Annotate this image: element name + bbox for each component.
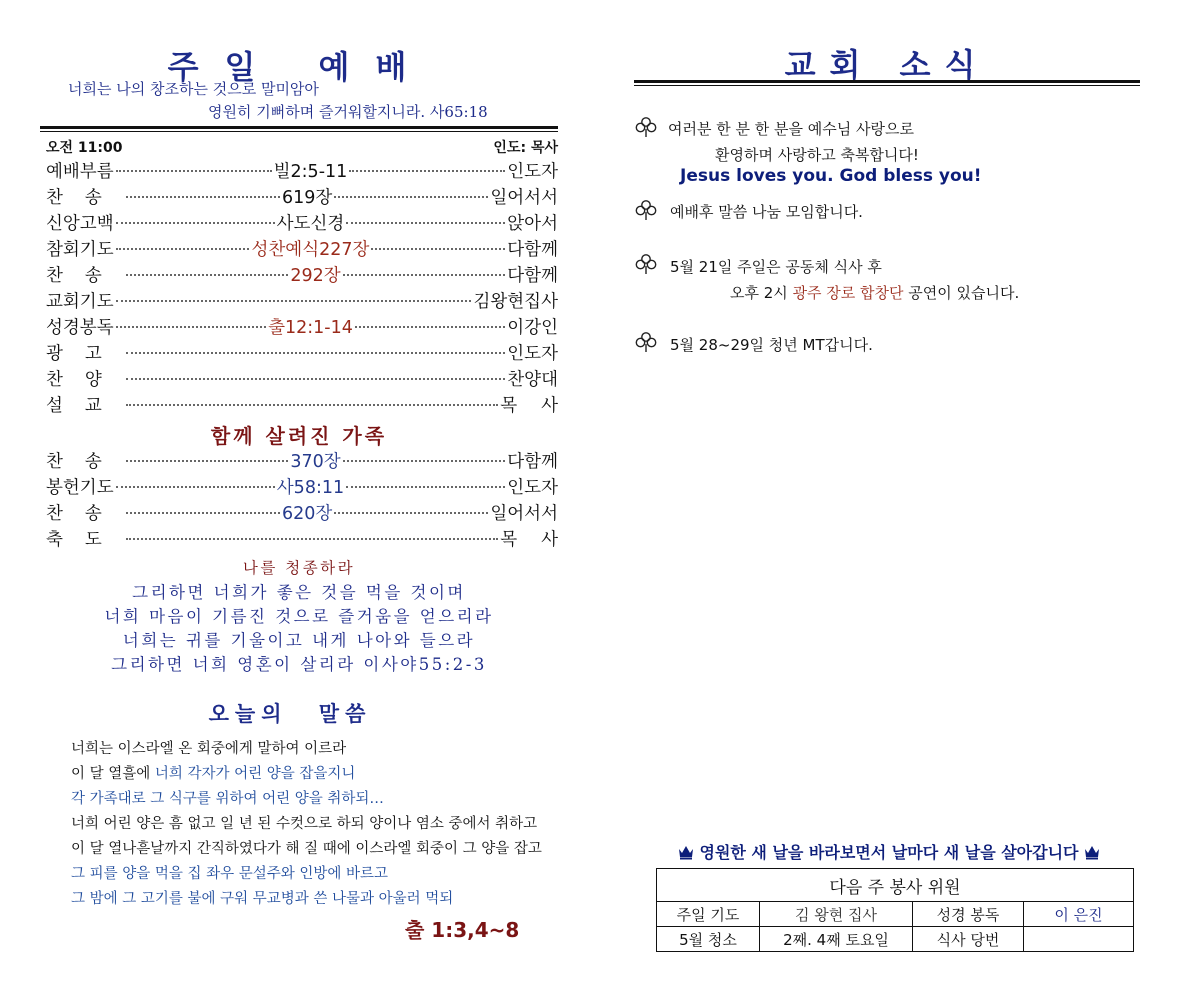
order-label: 광고 xyxy=(46,344,124,364)
news-rule-thick xyxy=(634,80,1140,83)
order-performer: 목사 xyxy=(500,396,582,416)
duty-caption: 다음 주 봉사 위원 xyxy=(657,869,1134,902)
order-row xyxy=(46,288,558,314)
table-cell: 5월 청소 xyxy=(657,927,760,952)
dot-leader xyxy=(126,273,289,276)
table-cell xyxy=(1024,927,1134,952)
scripture-highlight: 그 피를 양을 먹을 집 좌우 문설주와 인방에 바르고 xyxy=(71,866,389,882)
dot-leader xyxy=(116,325,266,328)
news-item-1-english: Jesus loves you. God bless you! xyxy=(680,166,982,186)
dot-leader xyxy=(126,403,498,406)
dot-leader xyxy=(126,195,280,198)
banner xyxy=(664,840,1114,863)
scripture-highlight: 그 밤에 그 고기를 불에 구워 무교병과 쓴 나물과 아울러 먹되 xyxy=(71,891,454,907)
dot-leader xyxy=(116,247,250,250)
service-time: 오전 11:00 xyxy=(46,140,123,156)
table-cell: 주일 기도 xyxy=(657,902,760,927)
family-heading: 함께 살려진 가족 xyxy=(210,424,388,448)
order-performer: 인도자 xyxy=(507,162,558,182)
dot-leader xyxy=(346,485,505,488)
dot-leader xyxy=(126,459,289,462)
order-row xyxy=(46,236,558,262)
order-reference: 620장 xyxy=(281,504,333,524)
news-item-3-line-2 xyxy=(730,282,1019,303)
crown-icon xyxy=(678,844,694,860)
dot-leader xyxy=(371,247,505,250)
news-rule-thin xyxy=(634,85,1140,86)
news-item-4: 5월 28~29일 청년 MT갑니다. xyxy=(670,336,873,354)
scripture-text: 너희 어린 양은 흠 없고 일 년 된 수컷으로 하되 양이나 염소 중에서 취하고 xyxy=(71,816,538,832)
table-cell: 이 은진 xyxy=(1024,902,1134,927)
dot-leader xyxy=(355,325,505,328)
dot-leader xyxy=(126,511,280,514)
scripture-line xyxy=(71,737,346,758)
news-highlight: 광주 장로 합창단 xyxy=(792,284,904,302)
table-row xyxy=(657,902,1134,927)
dot-leader xyxy=(346,221,505,224)
scripture-reference: 출 1:3,4~8 xyxy=(405,918,520,942)
order-label: 봉헌기도 xyxy=(46,478,114,498)
order-label: 참회기도 xyxy=(46,240,114,260)
dot-leader xyxy=(116,169,272,172)
order-label: 교회기도 xyxy=(46,292,114,312)
order-row xyxy=(46,158,558,184)
clover-icon xyxy=(634,199,658,221)
news-item-3-line-1: 5월 21일 주일은 공동체 식사 후 xyxy=(670,258,882,276)
order-label: 찬송 xyxy=(46,504,124,524)
order-label: 찬송 xyxy=(46,188,124,208)
order-performer: 이강인 xyxy=(507,318,559,338)
news-item-1-line-2: 환영하며 사랑하고 축복합니다! xyxy=(715,146,919,164)
order-performer: 목사 xyxy=(500,530,582,550)
duty-table xyxy=(656,868,1134,952)
scripture-line xyxy=(71,787,384,808)
epigraph-line-1: 너희는 나의 창조하는 것으로 말미암아 xyxy=(68,80,319,98)
order-label: 설교 xyxy=(46,396,124,416)
order-reference: 성찬예식227장 xyxy=(251,240,370,260)
verse-line: 너희 마음이 기름진 것으로 즐거움을 얻으리라 xyxy=(104,607,494,626)
order-performer: 찬양대 xyxy=(507,370,558,390)
verse-line: 너희는 귀를 기울이고 내게 나아와 들으라 xyxy=(122,631,476,650)
order-row xyxy=(46,340,558,366)
epigraph-line-2: 영원히 기뻐하며 즐거워할지니라. 사65:18 xyxy=(208,103,488,121)
order-reference: 빌2:5-11 xyxy=(273,162,348,182)
banner-text: 영원한 새 날을 바라보면서 날마다 새 날을 살아갑니다 xyxy=(699,843,1079,862)
scripture-line xyxy=(71,887,453,908)
order-reference: 292장 xyxy=(290,266,341,286)
news-text: 공연이 있습니다. xyxy=(903,284,1020,302)
dot-leader xyxy=(334,511,488,514)
order-row xyxy=(46,184,558,210)
scripture-text: 이 달 열나흗날까지 간직하였다가 해 질 때에 이스라엘 회중이 그 양을 잡고 xyxy=(71,841,542,857)
dot-leader xyxy=(343,273,506,276)
order-performer: 김왕현집사 xyxy=(473,292,558,312)
order-label: 축도 xyxy=(46,530,124,550)
order-row xyxy=(46,210,558,236)
table-cell: 식사 당번 xyxy=(913,927,1024,952)
order-label: 찬송 xyxy=(46,266,124,286)
clover-icon xyxy=(634,116,658,138)
scripture-text: 너희는 이스라엘 온 회중에게 말하여 이르라 xyxy=(71,741,347,757)
verse-line: 나를 청종하라 xyxy=(242,559,356,577)
order-row xyxy=(46,448,558,474)
order-performer: 일어서서 xyxy=(490,188,558,208)
dot-leader xyxy=(126,351,505,354)
news-text: 오후 2시 xyxy=(730,284,793,302)
order-label: 예배부름 xyxy=(46,162,114,182)
table-cell: 성경 봉독 xyxy=(913,902,1024,927)
order-row xyxy=(46,500,558,526)
order-reference: 출12:1-14 xyxy=(268,318,353,338)
order-label: 신앙고백 xyxy=(46,214,114,234)
dot-leader xyxy=(116,485,275,488)
worship-title: 주일 예배 xyxy=(167,48,433,86)
scripture-line xyxy=(71,762,355,783)
order-reference: 370장 xyxy=(290,452,341,472)
order-row xyxy=(46,314,558,340)
order-reference: 사58:11 xyxy=(276,478,345,498)
service-leader: 인도: 목사 xyxy=(493,140,558,156)
scripture-highlight: 각 가족대로 그 식구를 위하여 어린 양을 취하되… xyxy=(71,791,384,807)
news-item-1-line-1: 여러분 한 분 한 분을 예수님 사랑으로 xyxy=(668,120,914,138)
dot-leader xyxy=(343,459,506,462)
order-performer: 인도자 xyxy=(507,478,558,498)
verse-line: 그리하면 너희 영혼이 살리라 이사야55:2-3 xyxy=(111,655,487,674)
table-cell: 2째. 4째 토요일 xyxy=(760,927,913,952)
table-cell: 김 왕현 집사 xyxy=(760,902,913,927)
order-row xyxy=(46,366,558,392)
order-performer: 다함께 xyxy=(507,452,558,472)
order-row xyxy=(46,262,558,288)
dot-leader xyxy=(116,221,275,224)
news-title: 교회 소식 xyxy=(784,46,990,84)
scripture-text: 이 달 열흘에 xyxy=(71,766,155,782)
dot-leader xyxy=(116,299,472,302)
today-word-heading: 오늘의 말씀 xyxy=(208,702,372,726)
order-performer: 앉아서 xyxy=(507,214,558,234)
crown-icon xyxy=(1084,844,1100,860)
dot-leader xyxy=(334,195,488,198)
verse-line: 그리하면 너희가 좋은 것을 먹을 것이며 xyxy=(132,583,466,602)
dot-leader xyxy=(126,537,498,540)
order-row xyxy=(46,392,582,418)
order-label: 찬양 xyxy=(46,370,124,390)
header-rule-thick xyxy=(40,126,558,129)
scripture-highlight: 너희 각자가 어린 양을 잡을지니 xyxy=(154,766,356,782)
order-performer: 다함께 xyxy=(507,240,558,260)
clover-icon xyxy=(634,253,658,275)
order-performer: 일어서서 xyxy=(490,504,558,524)
order-reference: 619장 xyxy=(281,188,333,208)
dot-leader xyxy=(349,169,505,172)
clover-icon xyxy=(634,331,658,353)
order-performer: 다함께 xyxy=(507,266,558,286)
order-row xyxy=(46,526,582,552)
order-label: 성경봉독 xyxy=(46,318,114,338)
header-rule-thin xyxy=(40,131,558,132)
order-row xyxy=(46,474,558,500)
scripture-line xyxy=(71,837,542,858)
scripture-line xyxy=(71,862,388,883)
news-item-2: 예배후 말씀 나눔 모임합니다. xyxy=(670,203,863,221)
dot-leader xyxy=(126,377,505,380)
order-performer: 인도자 xyxy=(507,344,558,364)
order-label: 찬송 xyxy=(46,452,124,472)
scripture-line xyxy=(71,812,537,833)
table-row xyxy=(657,927,1134,952)
order-reference: 사도신경 xyxy=(276,214,345,234)
